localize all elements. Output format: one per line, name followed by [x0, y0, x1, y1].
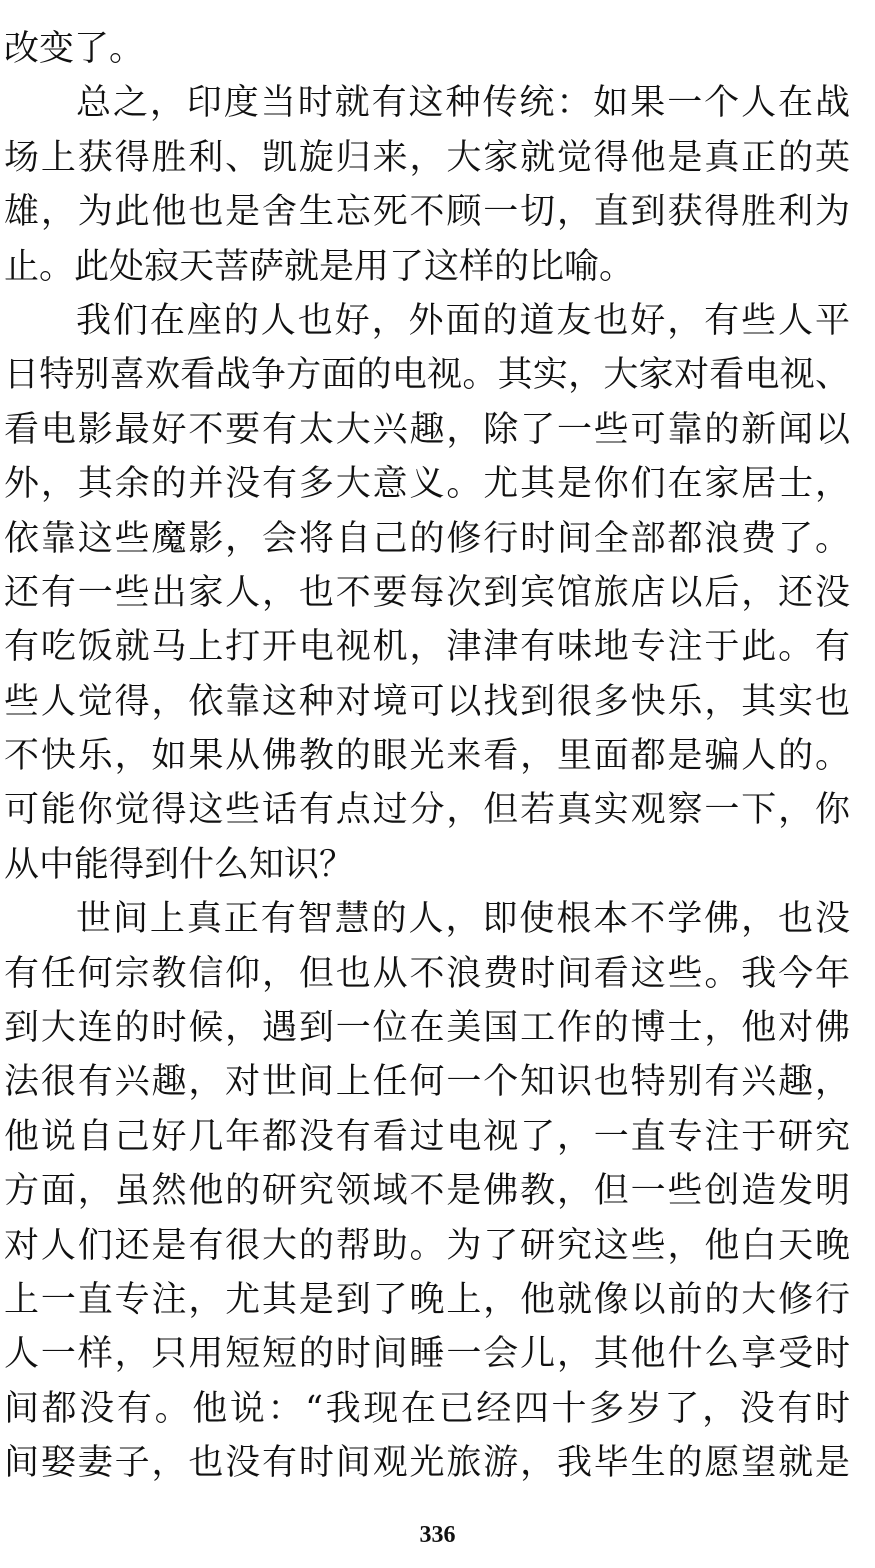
text-line: 法很有兴趣，对世间上任何一个知识也特别有兴趣， — [4, 1062, 850, 1103]
text-line: 方面，虽然他的研究领域不是佛教，但一些创造发明 — [4, 1171, 850, 1212]
text-line: 场上获得胜利、凯旋归来，大家就觉得他是真正的英 — [4, 137, 850, 178]
text-line: 间都没有。他说：“我现在已经四十多岁了，没有时 — [4, 1388, 850, 1429]
body-text — [4, 22, 850, 1491]
text-line: 他说自己好几年都没有看过电视了，一直专注于研究 — [4, 1116, 850, 1157]
text-line: 外，其余的并没有多大意义。尤其是你们在家居士， — [4, 464, 850, 505]
text-line: 有任何宗教信仰，但也从不浪费时间看这些。我今年 — [4, 953, 850, 994]
text-line: 上一直专注，尤其是到了晚上，他就像以前的大修行 — [4, 1279, 850, 1320]
text-line: 日特别喜欢看战争方面的电视。其实，大家对看电视、 — [4, 355, 850, 396]
text-line: 从中能得到什么知识？ — [4, 844, 355, 885]
text-line: 对人们还是有很大的帮助。为了研究这些，他白天晚 — [4, 1225, 850, 1266]
text-line: 世间上真正有智慧的人，即使根本不学佛，也没 — [76, 899, 850, 940]
text-line: 看电影最好不要有太大兴趣，除了一些可靠的新闻以 — [4, 409, 850, 450]
text-line: 还有一些出家人，也不要每次到宾馆旅店以后，还没 — [4, 572, 850, 613]
text-line: 些人觉得，依靠这种对境可以找到很多快乐，其实也 — [4, 681, 850, 722]
text-line: 不快乐，如果从佛教的眼光来看，里面都是骗人的。 — [4, 736, 850, 777]
text-line: 总之，印度当时就有这种传统：如果一个人在战 — [76, 83, 850, 124]
text-line: 人一样，只用短短的时间睡一会儿，其他什么享受时 — [4, 1334, 850, 1375]
text-line: 雄，为此他也是舍生忘死不顾一切，直到获得胜利为 — [4, 192, 850, 233]
text-line: 改变了。 — [4, 29, 145, 69]
text-line: 依靠这些魔影，会将自己的修行时间全部都浪费了。 — [4, 518, 850, 559]
text-line: 到大连的时候，遇到一位在美国工作的博士，他对佛 — [4, 1008, 850, 1049]
page-number: 336 — [419, 1522, 456, 1548]
text-line: 我们在座的人也好，外面的道友也好，有些人平 — [76, 300, 850, 341]
text-line: 止。此处寂天菩萨就是用了这样的比喻。 — [4, 246, 635, 287]
text-line: 可能你觉得这些话有点过分，但若真实观察一下，你 — [4, 790, 850, 831]
text-line: 有吃饭就马上打开电视机，津津有味地专注于此。有 — [4, 627, 850, 668]
text-line: 间娶妻子，也没有时间观光旅游，我毕生的愿望就是 — [4, 1443, 850, 1484]
